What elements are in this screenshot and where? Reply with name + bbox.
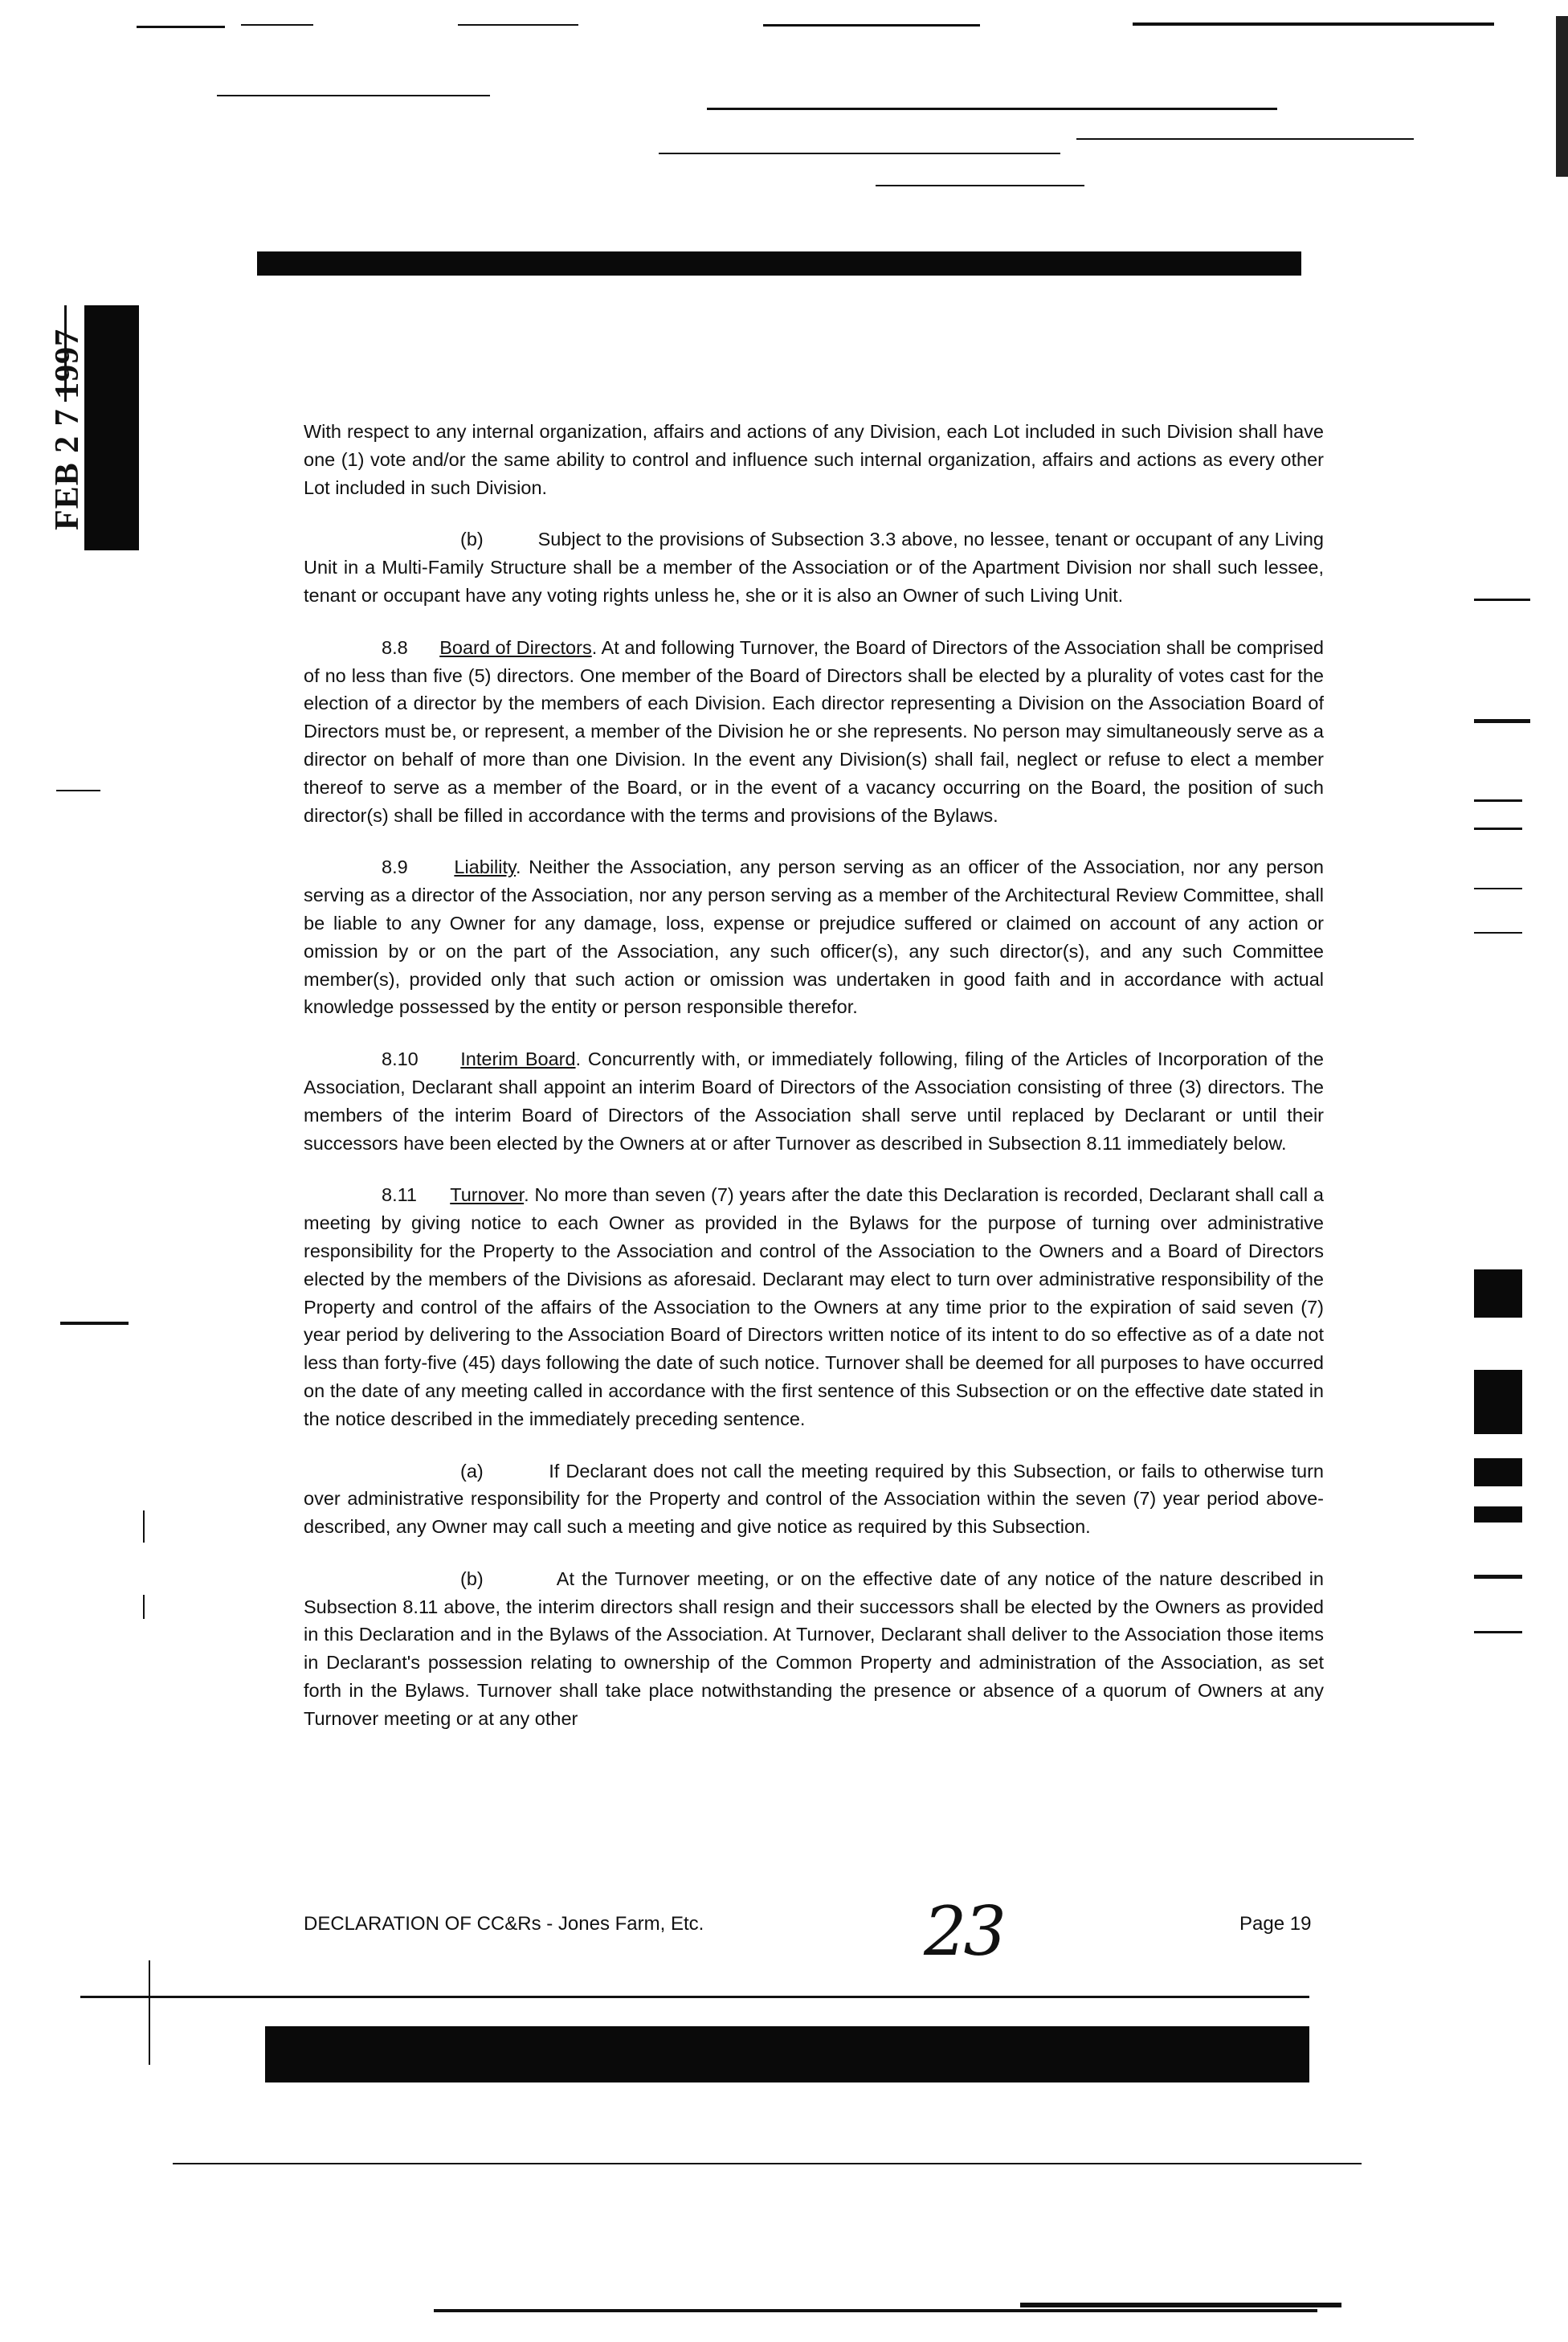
- section-8-9: 8.9 Liability. Neither the Association, any person serving as an officer of the Association, nor any person serving as a director of the Association, nor any person serving as a member of the Architectural Review Committee, shall be liable to any Owner for any damage, loss, expense or prejudice suffered or claimed on account of any action or omission by or on the part of the Association, any such officer(s), any such director(s), and any such Committee member(s), provided only that such action or omission was undertaken in good faith and in accordance with actual knowledge possessed by the entity or person responsible therefor.: [304, 856, 1325, 1018]
- stamp-block: [84, 305, 139, 550]
- margin-block: [1474, 1269, 1522, 1318]
- margin-mark: [1474, 1631, 1522, 1633]
- scan-line: [1020, 2303, 1341, 2307]
- margin-mark: [1474, 1575, 1522, 1579]
- margin-mark: [149, 1960, 150, 2065]
- section-number: 8.11: [382, 1184, 417, 1206]
- section-number: 8.8: [382, 636, 408, 658]
- margin-mark: [1474, 599, 1530, 601]
- margin-mark: [143, 1595, 145, 1619]
- section-8-10: 8.10 Interim Board. Concurrently with, or immediately following, filing of the Articles of Incorporation of the Association, Declarant shall appoint an interim Board of Directors of the Association consisting of three (3) directors. The members of the interim Board of Directors of the Association shall serve until replaced by Declarant or until their successors have been elected by the Owners at or after Turnover as described in Subsection 8.11 immediately below.: [304, 1048, 1324, 1154]
- margin-mark: [1474, 888, 1522, 889]
- page-number: Page 19: [1239, 1913, 1312, 1935]
- margin-mark: [1474, 932, 1522, 934]
- section-number: 8.9: [382, 856, 408, 878]
- margin-mark: [56, 790, 100, 791]
- scan-line: [1076, 138, 1414, 140]
- scan-line: [217, 95, 490, 96]
- paragraph-b-membership: (b) Subject to the provisions of Subsection 3.3 above, no lessee, tenant or occupant of any Living Unit in a Multi-Family Structure shall be a member of the Association or of the Apartment Division nor shall such lessee, tenant or occupant have any voting rights unless he, she or it is also an Owner of such Living Unit.: [304, 529, 1325, 606]
- scan-bottom-black-bar: [265, 2026, 1309, 2082]
- section-heading: Turnover: [450, 1184, 525, 1206]
- section-heading: Interim Board: [460, 1048, 576, 1070]
- scan-line: [659, 153, 1060, 154]
- scan-line: [458, 24, 578, 26]
- margin-mark: [60, 1322, 129, 1325]
- paragraph-intro: With respect to any internal organization, affairs and actions of any Division, each Lot included in such Division shall have one (1) vote and/or the same ability to control and influence such internal organization, affairs and actions as every other Lot included in such Division.: [304, 421, 1324, 498]
- section-heading: Board of Directors: [439, 636, 592, 658]
- scan-line: [80, 1996, 1309, 1998]
- section-number: 8.10: [382, 1048, 419, 1070]
- scan-line: [707, 108, 1277, 110]
- paragraph-label: (a): [460, 1460, 484, 1482]
- scan-line: [137, 26, 225, 28]
- scan-line: [1133, 22, 1494, 26]
- handwritten-number: 23: [924, 1892, 1003, 1971]
- document-body: [304, 418, 1324, 1757]
- paragraph-b-turnover: (b) At the Turnover meeting, or on the effective date of any notice of the nature described in Subsection 8.11 above, the interim directors shall resign and their successors shall be elected by the Owners as provided in this Declaration and in the Bylaws of the Association. At Turnover, Declarant shall deliver to the Association those items in Declarant's possession relating to ownership of the Common Property and administration of the Association, as set forth in the Bylaws. Turnover shall take place notwithstanding the presence or absence of a quorum of Owners at any Turnover meeting or at any other: [304, 1567, 1324, 1729]
- scan-line: [241, 24, 313, 26]
- scan-line: [173, 2163, 1362, 2164]
- margin-mark: [143, 1510, 145, 1543]
- paragraph-label: (b): [460, 529, 484, 550]
- margin-block: [1474, 1370, 1522, 1434]
- right-edge-mark: [1556, 16, 1568, 177]
- margin-mark: [1474, 799, 1522, 802]
- paragraph-label: (b): [460, 1567, 484, 1589]
- footer-title: DECLARATION OF CC&Rs - Jones Farm, Etc.: [304, 1913, 704, 1935]
- paragraph-a-turnover: (a) If Declarant does not call the meeting required by this Subsection, or fails to otherwise turn over administrative responsibility for the Property and control of the Association within the seven (7) year period above-described, any Owner may call such a meeting and give notice as required by this Subsection.: [304, 1460, 1324, 1538]
- scan-line: [434, 2309, 1317, 2312]
- scan-top-black-bar: [257, 251, 1301, 276]
- margin-block: [1474, 1506, 1522, 1523]
- section-8-8: 8.8 Board of Directors. At and following Turnover, the Board of Directors of the Association shall be comprised of no less than five (5) directors. One member of the Board of Directors shall be elected by a plurality of votes cast for the election of a director by the members of each Division. Each director representing a Division on the Association Board of Directors must be, or represent, a member of the Division he or she represents. No person may simultaneously serve as a director on behalf of more than one Division. In the event any Division(s) shall fail, neglect or refuse to elect a member thereof to serve as a member of the Board, or in the event of a vacancy occurring on the Board, the position of such director(s) shall be filled in accordance with the terms and provisions of the Bylaws.: [304, 636, 1324, 826]
- section-heading: Liability: [454, 856, 517, 878]
- date-stamp: FEB 2 7 1997: [49, 328, 86, 530]
- margin-block: [1474, 1458, 1522, 1486]
- section-8-11: 8.11 Turnover. No more than seven (7) years after the date this Declaration is recorded, Declarant shall call a meeting by giving notice to each Owner as provided in the Bylaws for the purpose of turning over administrative responsibility for the Property to the Association and control of the Association to the Owners and a Board of Directors elected by the members of the Divisions as aforesaid. Declarant may elect to turn over administrative responsibility of the Property and control of the affairs of the Association to the Owners at any time prior to the expiration of said seven (7) year period by delivering to the Association Board of Directors written notice of its intent to do so effective as of a date not less than forty-five (45) days following the date of such notice. Turnover shall be deemed for all purposes to have occurred on the date of any meeting called in accordance with the first sentence of this Subsection or on the effective date stated in the notice described in the immediately preceding sentence.: [304, 1184, 1324, 1429]
- margin-mark: [1474, 828, 1522, 830]
- scan-line: [876, 185, 1084, 186]
- margin-mark: [1474, 719, 1530, 723]
- scan-line: [763, 24, 980, 27]
